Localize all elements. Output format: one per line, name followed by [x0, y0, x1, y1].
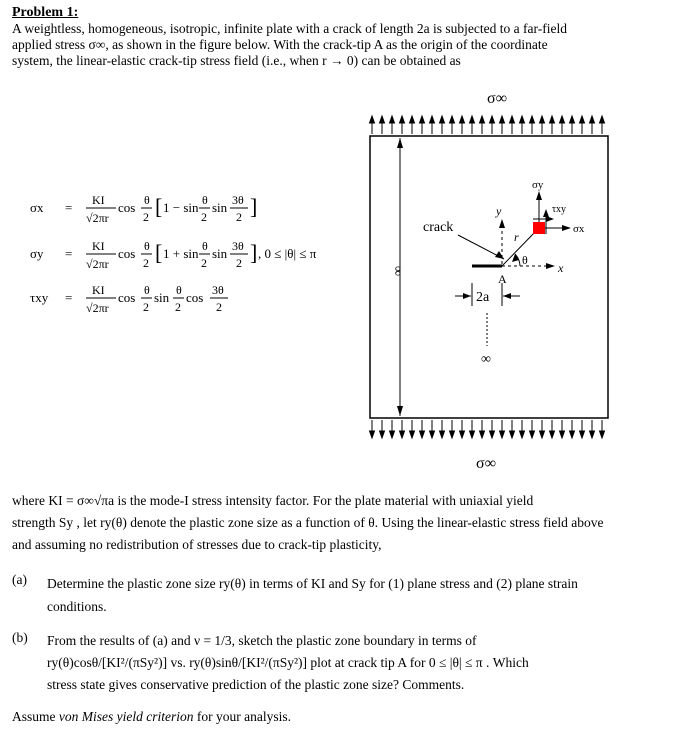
assume-suffix: for your analysis.: [193, 709, 291, 724]
top-arrow-head: [410, 116, 415, 123]
top-arrow-head: [480, 116, 485, 123]
eq-sy-den: √2πr: [86, 257, 109, 271]
bottom-arrow-head: [450, 431, 455, 438]
bottom-arrow-head: [560, 431, 565, 438]
eq-sy-cos: cos: [118, 246, 136, 261]
bottom-arrow-head: [460, 431, 465, 438]
eq-sx-3theta: 3θ: [232, 193, 244, 207]
top-arrow-head: [460, 116, 465, 123]
eq-sx-ki: KI: [92, 193, 105, 207]
bottom-arrow-head: [580, 431, 585, 438]
bottom-arrow-head: [520, 431, 525, 438]
top-arrow-head: [600, 116, 605, 123]
stress-field-equations: [20, 180, 340, 330]
plate-figure: [350, 78, 670, 478]
bottom-arrow-head: [570, 431, 575, 438]
eq-txy-theta2: θ: [176, 283, 182, 297]
bottom-arrow-head: [510, 431, 515, 438]
eq-sy-3theta: 3θ: [232, 239, 244, 253]
eq-txy-two1: 2: [143, 300, 149, 314]
eq-sx-theta1: θ: [144, 193, 150, 207]
bottom-arrow-head: [540, 431, 545, 438]
eq-sx-label: σx: [30, 200, 44, 215]
bottom-arrow-head: [430, 431, 435, 438]
top-arrow-head: [440, 116, 445, 123]
top-arrow-head: [570, 116, 575, 123]
stress-element: [533, 222, 545, 234]
eq-sy-equals: =: [65, 246, 73, 261]
bottom-arrow-head: [530, 431, 535, 438]
top-arrow-head: [450, 116, 455, 123]
intro-paragraph: [12, 21, 662, 69]
eq-sy-rbrack: ]: [250, 240, 258, 265]
bottom-arrow-head: [550, 431, 555, 438]
eq-sx-equals: =: [65, 200, 73, 215]
axis-x-label: x: [558, 261, 564, 275]
eq-txy-den: √2πr: [86, 301, 109, 315]
question-b-label: (b): [12, 630, 28, 645]
bottom-arrow-head: [490, 431, 495, 438]
mid-line-2: strength Sy , let ry(θ) denote the plastic zone size as a function of θ. Using the linear-elastic stress field above: [12, 515, 604, 530]
eq-sx-den: √2πr: [86, 211, 109, 225]
question-a-text: [47, 572, 659, 618]
eq-sy-sin: sin: [212, 246, 228, 261]
eq-sx-theta2: θ: [202, 193, 208, 207]
eq-sy-two1: 2: [143, 256, 149, 270]
top-arrow-head: [550, 116, 555, 123]
eq-sy-lbrack: [: [155, 240, 163, 265]
bottom-arrow-head: [390, 431, 395, 438]
eq-sx-two2: 2: [201, 210, 207, 224]
plate-boundary: [370, 136, 608, 418]
axis-y-label: y: [496, 204, 502, 218]
r-label: r: [514, 230, 519, 244]
eq-txy-two3: 2: [216, 300, 222, 314]
mid-line-1: where KI = σ∞√πa is the mode-I stress intensity factor. For the plate material with uniaxial yield: [12, 493, 534, 508]
top-arrow-head: [520, 116, 525, 123]
eq-sy-label: σy: [30, 246, 44, 261]
intensity-factor-paragraph: [12, 490, 662, 556]
bottom-arrow-head: [500, 431, 505, 438]
inf-left-label: ∞: [391, 266, 406, 276]
eq-sx-two1: 2: [143, 210, 149, 224]
top-arrow-head: [560, 116, 565, 123]
eq-sx-two3: 2: [236, 210, 242, 224]
bottom-arrow-head: [370, 431, 375, 438]
question-a-label: (a): [12, 572, 27, 587]
eq-range: , 0 ≤ |θ| ≤ π: [258, 246, 317, 261]
eq-txy-sin: sin: [154, 290, 170, 305]
eq-sx-sin: sin: [212, 200, 228, 215]
intro-line-1: A weightless, homogeneous, isotropic, infinite plate with a crack of length 2a is subjected to a far-field: [12, 21, 567, 36]
eq-txy-cos2: cos: [186, 290, 204, 305]
eq-txy-3theta: 3θ: [212, 283, 224, 297]
assume-criterion: von Mises yield criterion: [58, 709, 194, 724]
top-stress-arrows: [370, 116, 605, 134]
theta-label: θ: [522, 253, 528, 267]
eq-sx-rbrack: ]: [250, 194, 258, 219]
point-a-label: A: [498, 272, 507, 286]
sigma-y-label: σy: [532, 179, 544, 191]
problem-title: Problem 1:: [12, 5, 79, 20]
eq-txy-label: τxy: [30, 290, 49, 305]
eq-txy-theta1: θ: [144, 283, 150, 297]
top-arrow-head: [590, 116, 595, 123]
top-arrow-head: [470, 116, 475, 123]
top-arrow-head: [510, 116, 515, 123]
question-b-line-3: stress state gives conservative prediction of the plastic zone size? Comments.: [47, 677, 465, 692]
bottom-arrow-head: [400, 431, 405, 438]
eq-sx-cos: cos: [118, 200, 136, 215]
eq-txy-equals: =: [65, 290, 73, 305]
top-arrow-head: [540, 116, 545, 123]
eq-txy-two2: 2: [175, 300, 181, 314]
bottom-arrow-head: [420, 431, 425, 438]
intro-line-3: system, the linear-elastic crack-tip stress field (i.e., when r → 0) can be obtained as: [12, 53, 461, 68]
eq-sy-ki: KI: [92, 239, 105, 253]
top-arrow-head: [420, 116, 425, 123]
eq-sy-theta1: θ: [144, 239, 150, 253]
top-arrow-head: [580, 116, 585, 123]
top-arrow-head: [370, 116, 375, 123]
intro-line-2: applied stress σ∞, as shown in the figure below. With the crack-tip A as the origin of the coordinate: [12, 37, 548, 52]
mid-line-3: and assuming no redistribution of stresses due to crack-tip plasticity,: [12, 537, 382, 552]
eq-sy-theta2: θ: [202, 239, 208, 253]
inf-bottom-label: ∞: [481, 352, 491, 367]
sigma-x-label: σx: [573, 223, 585, 235]
eq-txy-ki: KI: [92, 283, 105, 297]
top-arrow-head: [500, 116, 505, 123]
bottom-arrow-head: [600, 431, 605, 438]
eq-sx-lbrack: [: [155, 194, 163, 219]
bottom-arrow-head: [480, 431, 485, 438]
top-arrow-head: [490, 116, 495, 123]
eq-sy-two2: 2: [201, 256, 207, 270]
bottom-arrow-head: [590, 431, 595, 438]
top-arrow-head: [430, 116, 435, 123]
top-arrow-head: [380, 116, 385, 123]
eq-sy-bracket: 1 + sin: [163, 246, 199, 261]
sigma-inf-top-label: σ∞: [487, 90, 508, 107]
bottom-arrow-head: [410, 431, 415, 438]
assume-prefix: Assume: [12, 709, 59, 724]
bottom-arrow-head: [380, 431, 385, 438]
sigma-inf-bottom-label: σ∞: [476, 455, 497, 472]
question-b-line-2: ry(θ)cosθ/[KI²/(πSy²)] vs. ry(θ)sinθ/[KI²/(πSy²)] plot at crack tip A for 0 ≤ |θ| ≤ π . Which: [47, 655, 529, 670]
tau-xy-label: τxy: [552, 204, 567, 215]
question-a-line-2: conditions.: [47, 599, 107, 614]
question-b-text: [47, 630, 659, 696]
assumption-note: [12, 709, 291, 725]
top-arrow-head: [530, 116, 535, 123]
question-b-line-1: From the results of (a) and ν = 1/3, sketch the plastic zone boundary in terms of: [47, 633, 477, 648]
question-a-line-1: Determine the plastic zone size ry(θ) in terms of KI and Sy for (1) plane stress and (2) plane strain: [47, 576, 578, 591]
top-arrow-head: [390, 116, 395, 123]
eq-sx-bracket: 1 − sin: [163, 200, 199, 215]
eq-txy-cos: cos: [118, 290, 136, 305]
top-arrow-head: [400, 116, 405, 123]
crack-label: crack: [423, 220, 454, 235]
bottom-stress-arrows: [370, 420, 605, 438]
eq-sy-two3: 2: [236, 256, 242, 270]
bottom-arrow-head: [470, 431, 475, 438]
bottom-arrow-head: [440, 431, 445, 438]
two-a-label: 2a: [476, 290, 490, 305]
